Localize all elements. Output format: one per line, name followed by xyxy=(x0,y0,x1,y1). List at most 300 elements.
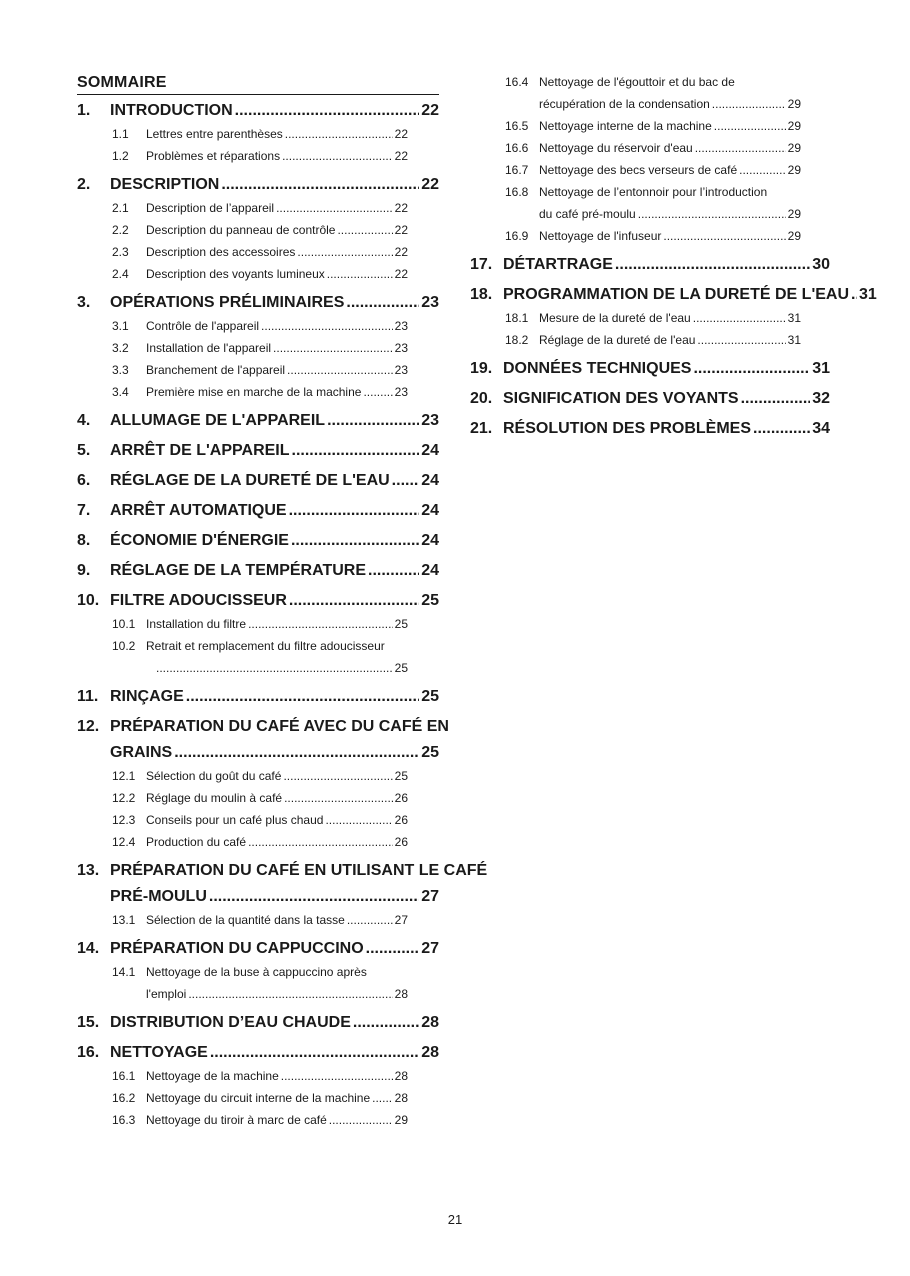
leader-dots xyxy=(753,419,810,439)
leader-dots xyxy=(292,441,420,461)
toc-subsection xyxy=(505,332,801,349)
subsection-page: 25 xyxy=(394,617,408,631)
subsection-number: 12.2 xyxy=(112,791,136,805)
toc-subsection xyxy=(112,964,408,1003)
subsection-body xyxy=(146,244,408,261)
toc-section xyxy=(77,471,439,491)
subsection-page: 22 xyxy=(394,127,408,141)
subsection-title: Sélection de la quantité dans la tasse xyxy=(146,913,345,927)
subsection-page: 29 xyxy=(787,163,801,177)
subsection-page: 28 xyxy=(394,1069,408,1083)
section-page: 25 xyxy=(421,744,439,761)
toc-section xyxy=(77,101,439,121)
section-title: NETTOYAGE xyxy=(110,1044,208,1061)
subsection-body xyxy=(146,1068,408,1085)
subsection-title: Production du café xyxy=(146,835,247,849)
subsection-title: Nettoyage de la buse à cappuccino après xyxy=(146,965,367,979)
section-page: 27 xyxy=(421,888,439,905)
subsection-title: Nettoyage du circuit interne de la machine xyxy=(146,1091,371,1105)
subsection-title-line2 xyxy=(146,660,408,677)
subsection-number: 1.2 xyxy=(112,149,129,163)
section-number: 15. xyxy=(77,1014,100,1031)
section-title: INTRODUCTION xyxy=(110,102,233,119)
leader-dots xyxy=(368,561,419,581)
subsection-number: 2.3 xyxy=(112,245,129,259)
leader-dots xyxy=(325,812,392,829)
subsection-title: Branchement de l'appareil xyxy=(146,363,286,377)
subsection-body xyxy=(146,222,408,239)
subsection-title: Conseils pour un café plus chaud xyxy=(146,813,324,827)
subsection-page: 28 xyxy=(394,987,408,1001)
subsection-number: 12.1 xyxy=(112,769,136,783)
subsection-number: 16.9 xyxy=(505,229,529,243)
subsection-title: Lettres entre parenthèses xyxy=(146,127,283,141)
section-body xyxy=(110,531,439,551)
section-page: 30 xyxy=(812,256,830,273)
section-page: 25 xyxy=(421,592,439,609)
section-page: 24 xyxy=(421,502,439,519)
section-body xyxy=(110,175,439,195)
subsection-number: 12.4 xyxy=(112,835,136,849)
section-number: 3. xyxy=(77,294,91,311)
subsection-page: 23 xyxy=(394,363,408,377)
section-page: 24 xyxy=(421,562,439,579)
subsection-body xyxy=(146,362,408,379)
toc-section xyxy=(77,939,439,959)
toc-section xyxy=(470,359,830,379)
toc-subsection xyxy=(112,384,408,401)
subsection-body xyxy=(146,638,408,677)
subsection-title: Nettoyage de l'infuseur xyxy=(539,229,662,243)
subsection-title-cont: du café pré-moulu xyxy=(539,207,636,221)
toc-section xyxy=(77,411,439,431)
section-body xyxy=(503,255,830,275)
subsection-page: 29 xyxy=(394,1113,408,1127)
section-number: 16. xyxy=(77,1044,100,1061)
leader-dots xyxy=(329,1112,393,1129)
subsection-page: 25 xyxy=(394,769,408,783)
subsection-title: Mesure de la dureté de l'eau xyxy=(539,311,691,325)
leader-dots xyxy=(209,887,419,907)
subsection-title: Nettoyage des becs verseurs de café xyxy=(539,163,738,177)
leader-dots xyxy=(695,140,786,157)
subsection-title-cont: récupération de la condensation xyxy=(539,97,710,111)
section-body xyxy=(110,1013,439,1033)
toc-section xyxy=(470,285,877,305)
section-number: 21. xyxy=(470,420,493,437)
section-title: SIGNIFICATION DES VOYANTS xyxy=(503,390,739,407)
leader-dots xyxy=(372,1090,393,1107)
section-page: 31 xyxy=(812,360,830,377)
section-body xyxy=(110,861,488,907)
section-page: 31 xyxy=(859,286,877,303)
section-title: DONNÉES TECHNIQUES xyxy=(503,360,692,377)
toc-subsection xyxy=(112,340,408,357)
section-title: DISTRIBUTION D’EAU CHAUDE xyxy=(110,1014,351,1031)
toc-right-column xyxy=(470,74,877,442)
subsection-body xyxy=(539,118,801,135)
subsection-title-cont: l'emploi xyxy=(146,987,187,1001)
section-body xyxy=(503,285,877,305)
subsection-body xyxy=(146,148,408,165)
section-body xyxy=(110,293,439,313)
leader-dots xyxy=(210,1043,419,1063)
section-number: 4. xyxy=(77,412,91,429)
subsection-title: Réglage de la dureté de l'eau xyxy=(539,333,696,347)
subsection-number: 16.4 xyxy=(505,75,529,89)
subsection-number: 3.2 xyxy=(112,341,129,355)
leader-dots xyxy=(693,310,786,327)
section-number: 5. xyxy=(77,442,91,459)
leader-dots xyxy=(741,389,811,409)
section-title: ÉCONOMIE D'ÉNERGIE xyxy=(110,532,289,549)
subsection-body xyxy=(539,184,801,223)
section-number: 10. xyxy=(77,592,100,609)
subsection-page: 22 xyxy=(394,245,408,259)
subsection-page: 23 xyxy=(394,341,408,355)
subsection-body xyxy=(146,126,408,143)
section-page: 32 xyxy=(812,390,830,407)
leader-dots xyxy=(287,362,393,379)
subsection-title: Première mise en marche de la machine xyxy=(146,385,362,399)
page-number: 21 xyxy=(447,1212,463,1227)
subsection-title: Nettoyage du tiroir à marc de café xyxy=(146,1113,327,1127)
section-number: 9. xyxy=(77,562,91,579)
subsection-title: Installation du filtre xyxy=(146,617,247,631)
subsection-page: 26 xyxy=(394,813,408,827)
subsection-title: Description des accessoires xyxy=(146,245,296,259)
leader-dots xyxy=(638,206,786,223)
leader-dots xyxy=(156,660,393,677)
leader-dots xyxy=(615,255,810,275)
section-page: 27 xyxy=(421,940,439,957)
section-page: 24 xyxy=(421,532,439,549)
section-title: PRÉPARATION DU CAFÉ EN UTILISANT LE CAFÉ xyxy=(110,862,488,879)
section-page: 28 xyxy=(421,1044,439,1061)
section-number: 2. xyxy=(77,176,91,193)
toc-subsection xyxy=(112,222,408,239)
leader-dots xyxy=(289,591,419,611)
section-body xyxy=(110,471,439,491)
subsection-title: Description de l’appareil xyxy=(146,201,275,215)
section-body xyxy=(110,101,439,121)
toc-section xyxy=(470,419,830,439)
subsection-body xyxy=(146,318,408,335)
section-number: 14. xyxy=(77,940,100,957)
leader-dots xyxy=(714,118,786,135)
section-body xyxy=(110,1043,439,1063)
subsection-number: 16.6 xyxy=(505,141,529,155)
subsection-body xyxy=(539,310,801,327)
subsection-page: 25 xyxy=(394,661,408,675)
leader-dots xyxy=(174,743,419,763)
section-page: 22 xyxy=(421,176,439,193)
subsection-title-line2 xyxy=(539,96,801,113)
leader-dots xyxy=(248,616,393,633)
subsection-page: 29 xyxy=(787,119,801,133)
subsection-title: Installation de l'appareil xyxy=(146,341,272,355)
subsection-body xyxy=(146,384,408,401)
section-title: DÉTARTRAGE xyxy=(503,256,613,273)
toc-section xyxy=(77,501,439,521)
subsection-body xyxy=(146,616,408,633)
subsection-page: 22 xyxy=(394,223,408,237)
toc-subsection xyxy=(505,162,801,179)
toc-subsection xyxy=(112,768,408,785)
subsection-number: 2.1 xyxy=(112,201,129,215)
subsection-number: 10.1 xyxy=(112,617,136,631)
subsection-page: 29 xyxy=(787,141,801,155)
section-title: PRÉPARATION DU CAPPUCCINO xyxy=(110,940,364,957)
section-title-line2 xyxy=(110,887,439,907)
toc-subsection xyxy=(112,244,408,261)
section-title: FILTRE ADOUCISSEUR xyxy=(110,592,287,609)
subsection-page: 29 xyxy=(787,97,801,111)
section-page: 25 xyxy=(421,688,439,705)
section-page: 22 xyxy=(421,102,439,119)
subsection-number: 18.2 xyxy=(505,333,529,347)
section-page: 34 xyxy=(812,420,830,437)
section-number: 8. xyxy=(77,532,91,549)
section-number: 12. xyxy=(77,718,100,735)
subsection-body xyxy=(146,790,408,807)
section-body xyxy=(110,717,449,763)
subsection-number: 2.4 xyxy=(112,267,129,281)
subsection-body xyxy=(146,1112,408,1129)
toc-subsection xyxy=(112,616,408,633)
section-body xyxy=(110,939,439,959)
subsection-title: Nettoyage du réservoir d'eau xyxy=(539,141,693,155)
section-title: PRÉPARATION DU CAFÉ AVEC DU CAFÉ EN xyxy=(110,718,449,735)
section-body xyxy=(110,411,439,431)
subsection-body xyxy=(146,912,408,929)
leader-dots xyxy=(697,332,785,349)
leader-dots xyxy=(392,471,420,491)
section-body xyxy=(110,501,439,521)
leader-dots xyxy=(186,687,419,707)
toc-section xyxy=(77,175,439,195)
section-title-line2 xyxy=(110,743,439,763)
section-title: OPÉRATIONS PRÉLIMINAIRES xyxy=(110,294,345,311)
toc-subsection xyxy=(505,310,801,327)
toc-subsection xyxy=(505,228,801,245)
section-body xyxy=(110,561,439,581)
subsection-body xyxy=(146,340,408,357)
leader-dots xyxy=(284,790,393,807)
section-body xyxy=(503,389,830,409)
toc-subsection xyxy=(112,318,408,335)
subsection-title: Nettoyage de la machine xyxy=(146,1069,279,1083)
section-number: 17. xyxy=(470,256,493,273)
leader-dots xyxy=(739,162,786,179)
subsection-title: Nettoyage interne de la machine xyxy=(539,119,712,133)
leader-dots xyxy=(221,175,419,195)
section-page: 23 xyxy=(421,412,439,429)
section-body xyxy=(503,359,830,379)
subsection-page: 26 xyxy=(394,835,408,849)
toc-section xyxy=(77,293,439,313)
subsection-number: 18.1 xyxy=(505,311,529,325)
subsection-body xyxy=(539,74,801,113)
leader-dots xyxy=(291,531,419,551)
subsection-page: 26 xyxy=(394,791,408,805)
subsection-number: 16.8 xyxy=(505,185,529,199)
subsection-page: 29 xyxy=(787,229,801,243)
toc-section xyxy=(77,687,439,707)
section-title: ALLUMAGE DE L'APPAREIL xyxy=(110,412,326,429)
toc-subsection xyxy=(112,638,408,677)
subsection-page: 23 xyxy=(394,385,408,399)
toc-title: SOMMAIRE xyxy=(77,74,439,95)
toc-section xyxy=(77,1013,439,1033)
subsection-title: Description du panneau de contrôle xyxy=(146,223,336,237)
section-title: ARRÊT AUTOMATIQUE xyxy=(110,502,287,519)
subsection-page: 28 xyxy=(394,1091,408,1105)
subsection-number: 12.3 xyxy=(112,813,136,827)
toc-subsection xyxy=(505,140,801,157)
toc-section xyxy=(470,255,830,275)
subsection-number: 16.2 xyxy=(112,1091,136,1105)
leader-dots xyxy=(283,768,392,785)
subsection-number: 13.1 xyxy=(112,913,136,927)
section-page: 23 xyxy=(421,294,439,311)
section-number: 18. xyxy=(470,286,493,303)
subsection-title: Nettoyage de l'égouttoir et du bac de xyxy=(539,75,735,89)
section-body xyxy=(110,687,439,707)
toc-subsection xyxy=(112,834,408,851)
toc-subsection xyxy=(112,912,408,929)
section-number: 11. xyxy=(77,688,99,705)
toc-section xyxy=(77,717,449,763)
section-number: 6. xyxy=(77,472,91,489)
subsection-number: 2.2 xyxy=(112,223,129,237)
subsection-body xyxy=(146,266,408,283)
subsection-number: 16.1 xyxy=(112,1069,136,1083)
leader-dots xyxy=(297,244,392,261)
toc-subsection xyxy=(112,812,408,829)
section-number: 13. xyxy=(77,862,100,879)
toc-right-list xyxy=(470,255,877,439)
section-title: ARRÊT DE L'APPAREIL xyxy=(110,442,290,459)
leader-dots xyxy=(363,384,392,401)
toc-section xyxy=(77,861,488,907)
leader-dots xyxy=(337,222,392,239)
subsection-page: 22 xyxy=(394,149,408,163)
leader-dots xyxy=(276,200,393,217)
subsection-body xyxy=(539,228,801,245)
subsection-body xyxy=(146,768,408,785)
toc-section xyxy=(77,561,439,581)
subsection-title: Retrait et remplacement du filtre adoucisseur xyxy=(146,639,385,653)
leader-dots xyxy=(248,834,393,851)
section-body xyxy=(110,441,439,461)
section-title: RÉGLAGE DE LA DURETÉ DE L'EAU xyxy=(110,472,390,489)
section-title-cont: GRAINS xyxy=(110,744,173,761)
section-number: 19. xyxy=(470,360,493,377)
subsection-page: 22 xyxy=(394,201,408,215)
subsection-body xyxy=(146,834,408,851)
subsection-number: 1.1 xyxy=(112,127,129,141)
subsection-title: Contrôle de l'appareil xyxy=(146,319,260,333)
subsection-number: 16.5 xyxy=(505,119,529,133)
subsection-page: 31 xyxy=(787,311,801,325)
leader-dots xyxy=(327,266,393,283)
subsection-number: 16.3 xyxy=(112,1113,136,1127)
leader-dots xyxy=(273,340,393,357)
section-page: 24 xyxy=(421,442,439,459)
section-title-cont: PRÉ-MOULU xyxy=(110,888,207,905)
subsection-page: 23 xyxy=(394,319,408,333)
leader-dots xyxy=(353,1013,419,1033)
subsection-title: Problèmes et réparations xyxy=(146,149,281,163)
leader-dots xyxy=(281,1068,393,1085)
subsection-number: 16.7 xyxy=(505,163,529,177)
section-title: RÉSOLUTION DES PROBLÈMES xyxy=(503,420,752,437)
subsection-title: Réglage du moulin à café xyxy=(146,791,283,805)
subsection-number: 3.4 xyxy=(112,385,129,399)
subsection-number: 14.1 xyxy=(112,965,136,979)
leader-dots xyxy=(347,912,393,929)
subsection-body xyxy=(539,162,801,179)
toc-subsection xyxy=(112,790,408,807)
toc-section xyxy=(77,1043,439,1063)
subsection-page: 29 xyxy=(787,207,801,221)
subsection-number: 3.3 xyxy=(112,363,129,377)
subsection-body xyxy=(539,332,801,349)
subsection-body xyxy=(146,1090,408,1107)
subsection-title-line2 xyxy=(146,986,408,1003)
section-number: 1. xyxy=(77,102,91,119)
leader-dots xyxy=(851,285,857,305)
toc-subsection xyxy=(112,362,408,379)
leader-dots xyxy=(327,411,419,431)
toc-subsection xyxy=(112,1068,408,1085)
leader-dots xyxy=(188,986,392,1003)
toc-section xyxy=(77,591,439,611)
subsection-title: Description des voyants lumineux xyxy=(146,267,325,281)
section-title: RÉGLAGE DE LA TEMPÉRATURE xyxy=(110,562,367,579)
toc-subsection xyxy=(112,126,408,143)
subsection-body xyxy=(146,812,408,829)
toc-subsection xyxy=(505,118,801,135)
leader-dots xyxy=(693,359,810,379)
subsection-title-line2 xyxy=(539,206,801,223)
subsection-title: Nettoyage de l’entonnoir pour l’introduction xyxy=(539,185,768,199)
section-page: 24 xyxy=(421,472,439,489)
section-title: RINÇAGE xyxy=(110,688,184,705)
subsection-page: 27 xyxy=(394,913,408,927)
toc-right-continued-subsections xyxy=(470,74,830,245)
toc-subsection xyxy=(112,266,408,283)
leader-dots xyxy=(285,126,393,143)
section-body xyxy=(110,591,439,611)
leader-dots xyxy=(289,501,420,521)
leader-dots xyxy=(366,939,420,959)
subsection-page: 31 xyxy=(787,333,801,347)
section-page: 28 xyxy=(421,1014,439,1031)
toc-subsection xyxy=(112,148,408,165)
leader-dots xyxy=(261,318,393,335)
leader-dots xyxy=(712,96,786,113)
leader-dots xyxy=(282,148,393,165)
section-body xyxy=(503,419,830,439)
toc-subsection xyxy=(505,184,801,223)
section-title: PROGRAMMATION DE LA DURETÉ DE L'EAU xyxy=(503,286,850,303)
subsection-title: Sélection du goût du café xyxy=(146,769,282,783)
subsection-body xyxy=(146,964,408,1003)
toc-section xyxy=(77,441,439,461)
subsection-number: 3.1 xyxy=(112,319,129,333)
